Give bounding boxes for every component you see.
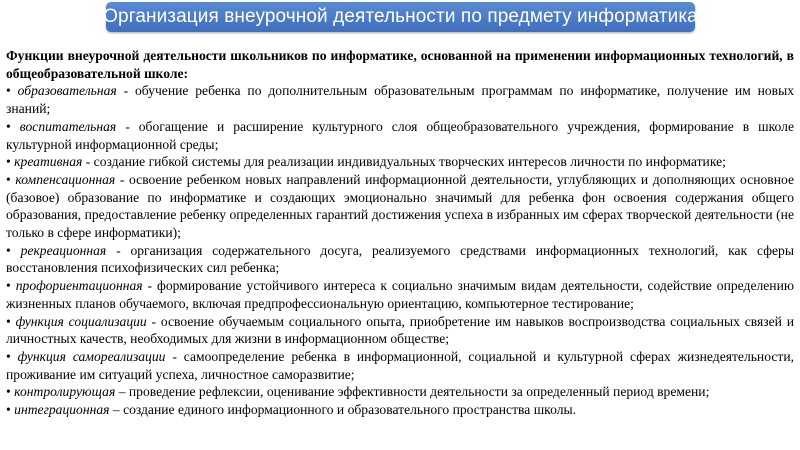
list-item (6, 313, 794, 348)
function-term: креативная (14, 154, 83, 170)
function-description: - освоение обучаемым социального опыта, приобретение им навыков воспроизводства социальных связей и личностных качеств, необходимых для жизни в информационном обществе; (6, 313, 794, 347)
bullet: • (6, 402, 11, 418)
bullet: • (6, 154, 11, 170)
list-item (6, 277, 794, 312)
function-description: - обогащение и расширение культурного слоя общеобразовательного учреждения, формирование в школе культурной информационной среды; (6, 118, 794, 152)
function-description: - обучение ребенка по дополнительным образовательным программам по информатике, получение им новых знаний; (6, 83, 794, 117)
function-description: – проведение рефлексии, оценивание эффективности деятельности за определенный период времени; (115, 384, 710, 400)
slide-title: Организация внеурочной деятельности по предмету информатика (103, 6, 698, 27)
function-description: - создание гибкой системы для реализации индивидуальных творческих интересов личности по информатике; (82, 154, 726, 170)
list-item (6, 348, 794, 383)
function-term: компенсационная (15, 171, 116, 187)
function-description: - освоение ребенком новых направлений информационной деятельности, углубляющих и дополняющих основное (базовое) образование по информатике и создающих эмоционально значимый для ребенка фон освоения содержания общего образования, предоставление ребенку определенных гарантий достижения успеха в избранных им сферах творческой деятельности (не только в сфере информатики); (6, 171, 794, 241)
function-description: - самоопределение ребенка в информационной, социальной и культурной сферах жизнедеятельности, проживание им ситуаций успеха, личностное саморазвитие; (6, 348, 794, 382)
bullet: • (6, 83, 11, 99)
function-description: - формирование устойчивого интереса к социально значимым видам деятельности, содействие определению жизненных планов обучаемого, включая предпрофессиональную ориентацию, компьютерное тестирование; (6, 278, 794, 311)
function-term: функция социализации (15, 313, 147, 329)
function-term: образовательная (17, 83, 117, 99)
function-term: профориентационная (15, 278, 143, 294)
body-heading: Функции внеурочной деятельности школьников по информатике, основанной на применении информационных технологий, в общеобразовательной школе: (6, 48, 794, 81)
list-item (6, 401, 794, 419)
slide-body (6, 47, 794, 419)
function-term: интеграционная (14, 402, 110, 418)
slide-title-banner (103, 2, 698, 32)
list-item (6, 118, 794, 153)
list-item (6, 383, 794, 401)
bullet: • (6, 171, 11, 187)
list-item (6, 171, 794, 242)
bullet: • (6, 348, 11, 364)
bullet: • (6, 313, 11, 329)
bullet: • (6, 278, 11, 294)
bullet: • (6, 242, 11, 258)
function-term: контролирующая (14, 384, 116, 400)
function-description: - организация содержательного досуга, реализуемого средствами информационных технологий, как сферы восстановления психофизических сил ребенка; (6, 242, 794, 276)
function-term: функция самореализации (17, 348, 166, 364)
bullet: • (6, 118, 11, 134)
list-item (6, 153, 794, 171)
list-item (6, 242, 794, 277)
bullet: • (6, 384, 11, 400)
function-description: – создание единого информационного и образовательного пространства школы. (109, 402, 577, 418)
function-term: воспитательная (19, 118, 117, 134)
list-item (6, 82, 794, 117)
function-term: рекреационная (20, 242, 107, 258)
